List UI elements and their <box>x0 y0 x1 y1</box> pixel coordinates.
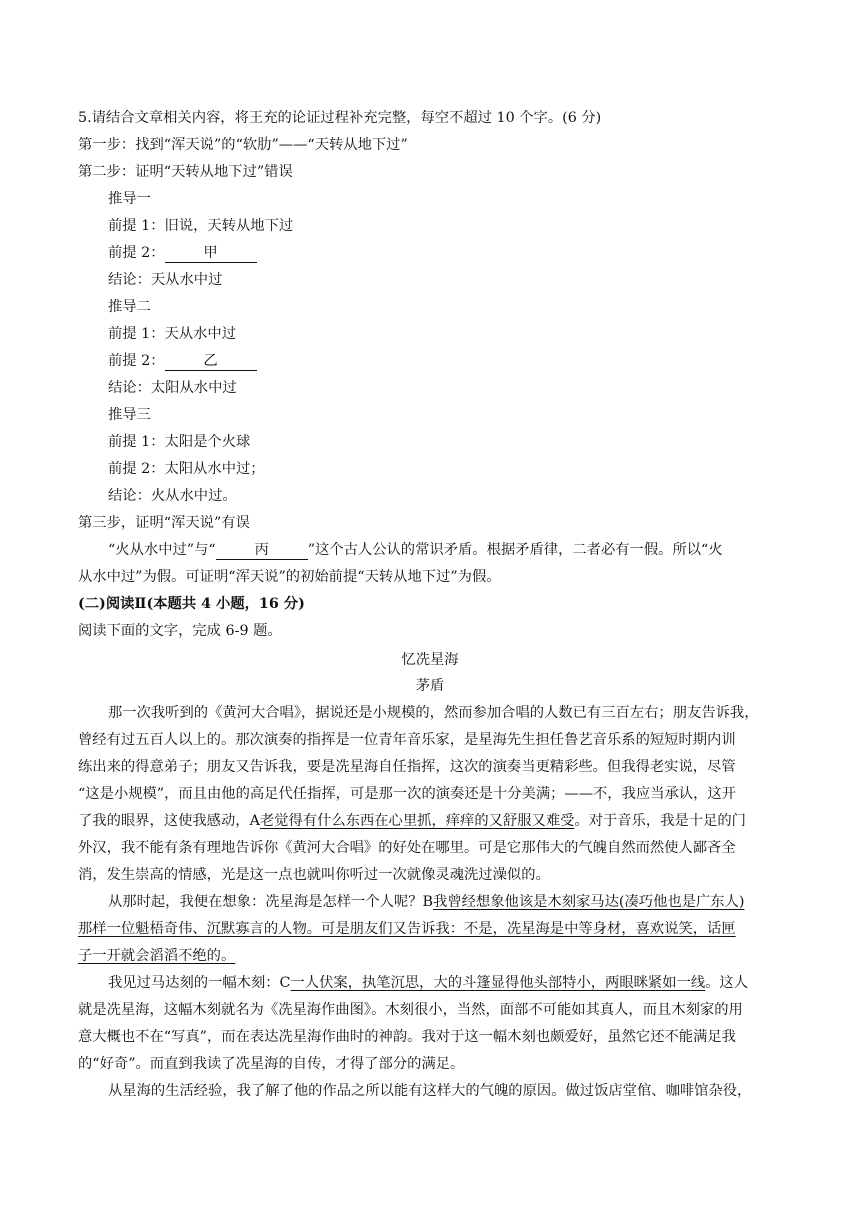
p3-line-1 <box>108 973 748 993</box>
step-3-paragraph-line-2: 从水中过”为假。可证明“浑天说”的初始前提“天转从地下过”为假。 <box>78 569 501 585</box>
p3-text-after-c: 。这人 <box>705 975 749 991</box>
underlined-sentence-c: 一人伏案，执笔沉思，大的斗篷显得他头部特小，两眼眯紧如一线 <box>290 975 706 991</box>
p1-line-1: 那一次我听到的《黄河大合唱》，据说还是小规模的，然而参加合唱的人数已有三百左右；朋友告诉我， <box>108 705 759 721</box>
p3-text: 我见过马达刻的一幅木刻：C <box>108 975 291 991</box>
step-1: 第一步：找到“浑天说”的“软肋”——“天转从地下过” <box>78 137 408 153</box>
derivation-3-premise-1: 前提 1：太阳是个火球 <box>108 434 251 450</box>
step-3: 第三步，证明“浑天说”有误 <box>78 515 250 531</box>
underlined-sentence-b: 我曾经想象他该是木刻家马达(凑巧他也是广东人) <box>433 894 745 910</box>
premise-2-label: 前提 2： <box>108 245 165 261</box>
section-2-heading: (二)阅读Ⅱ(本题共 4 小题，16 分) <box>78 596 305 612</box>
derivation-1-conclusion: 结论：天从水中过 <box>108 272 223 288</box>
p1-line-3: 练出来的得意弟子；朋友又告诉我，要是冼星海自任指挥，这次的演奏当更精彩些。但我得老实说，尽管 <box>78 759 736 775</box>
p2-line-3: 子一开就会滔滔不绝的。 <box>78 948 236 964</box>
p3-line-2: 就是冼星海，这幅木刻就名为《冼星海作曲图》。木刻很小，当然，面部不可能如其真人，而且木刻家的用 <box>78 1002 743 1018</box>
derivation-1-title: 推导一 <box>108 191 151 207</box>
derivation-2-premise-1: 前提 1：天从水中过 <box>108 326 237 342</box>
derivation-3-premise-2: 前提 2：太阳从水中过； <box>108 461 265 477</box>
p1-line-4: “这是小规模”，而且由他的高足代任指挥，可是那一次的演奏还是十分美满；——不，我应当承认，这开 <box>78 786 736 802</box>
blank-yi[interactable]: 乙 <box>165 353 257 371</box>
derivation-1-premise-1: 前提 1：旧说，天转从地下过 <box>108 218 294 234</box>
p1-line-7: 消，发生崇高的情感，光是这一点也就叫你听过一次就像灵魂洗过澡似的。 <box>78 867 550 883</box>
p2-text: 从那时起，我便在想象：冼星海是怎样一个人呢？B <box>108 894 434 910</box>
step-3-text-after: ”这个古人公认的常识矛盾。根据矛盾律，二者必有一假。所以“火 <box>307 542 723 558</box>
derivation-1-premise-2 <box>108 243 257 263</box>
step-2: 第二步：证明“天转从地下过”错误 <box>78 164 293 180</box>
p1-line-5 <box>78 811 746 831</box>
p1-line-6: 外汉，我不能有条有理地告诉你《黄河大合唱》的好处在哪里。可是它那伟大的气魄自然而然使人鄙吝全 <box>78 840 736 856</box>
derivation-3-conclusion: 结论：火从水中过。 <box>108 488 237 504</box>
blank-jia[interactable]: 甲 <box>165 245 257 263</box>
p3-line-4: 的“好奇”。而直到我读了冼星海的自传，才得了部分的满足。 <box>78 1056 465 1072</box>
step-3-paragraph-line-1 <box>108 540 723 560</box>
derivation-2-premise-2 <box>108 351 257 371</box>
p1-text: 了我的眼界，这使我感动， <box>78 813 250 829</box>
section-2-instruction: 阅读下面的文字，完成 6-9 题。 <box>78 623 282 639</box>
premise-2-label: 前提 2： <box>108 353 165 369</box>
blank-bing[interactable]: 丙 <box>216 542 308 560</box>
p3-line-3: 意大概也不在“写真”，而在表达冼星海作曲时的神韵。我对于这一幅木刻也颇爱好，虽然它还不能满足我 <box>78 1029 736 1045</box>
step-3-text-before: “火从水中过”与“ <box>108 542 216 558</box>
underlined-sentence-a: 老觉得有什么东西在心里抓，痒痒的又舒服又难受 <box>259 813 575 829</box>
derivation-2-conclusion: 结论：太阳从水中过 <box>108 380 237 396</box>
p4-line-1: 从星海的生活经验，我了解了他的作品之所以能有这样大的气魄的原因。做过饭店堂倌、咖啡馆杂役， <box>108 1083 752 1099</box>
derivation-2-title: 推导二 <box>108 299 151 315</box>
p2-line-2: 那样一位魁梧奇伟、沉默寡言的人物。可是朋友们又告诉我：不是，冼星海是中等身材，喜欢说笑，话匣 <box>78 921 736 937</box>
article-title: 忆冼星海 <box>401 652 459 668</box>
question-5-prompt: 5.请结合文章相关内容，将王充的论证过程补充完整，每空不超过 10 个字。(6 分) <box>78 110 602 126</box>
marker-a: A <box>249 813 260 829</box>
article-author: 茅盾 <box>415 678 445 694</box>
p1-text-after-a: 。对于音乐，我是十足的门 <box>574 813 746 829</box>
p1-line-2: 曾经有过五百人以上的。那次演奏的指挥是一位青年音乐家，是星海先生担任鲁艺音乐系的短短时期内训 <box>78 732 736 748</box>
p2-line-1 <box>108 892 744 912</box>
derivation-3-title: 推导三 <box>108 407 151 423</box>
